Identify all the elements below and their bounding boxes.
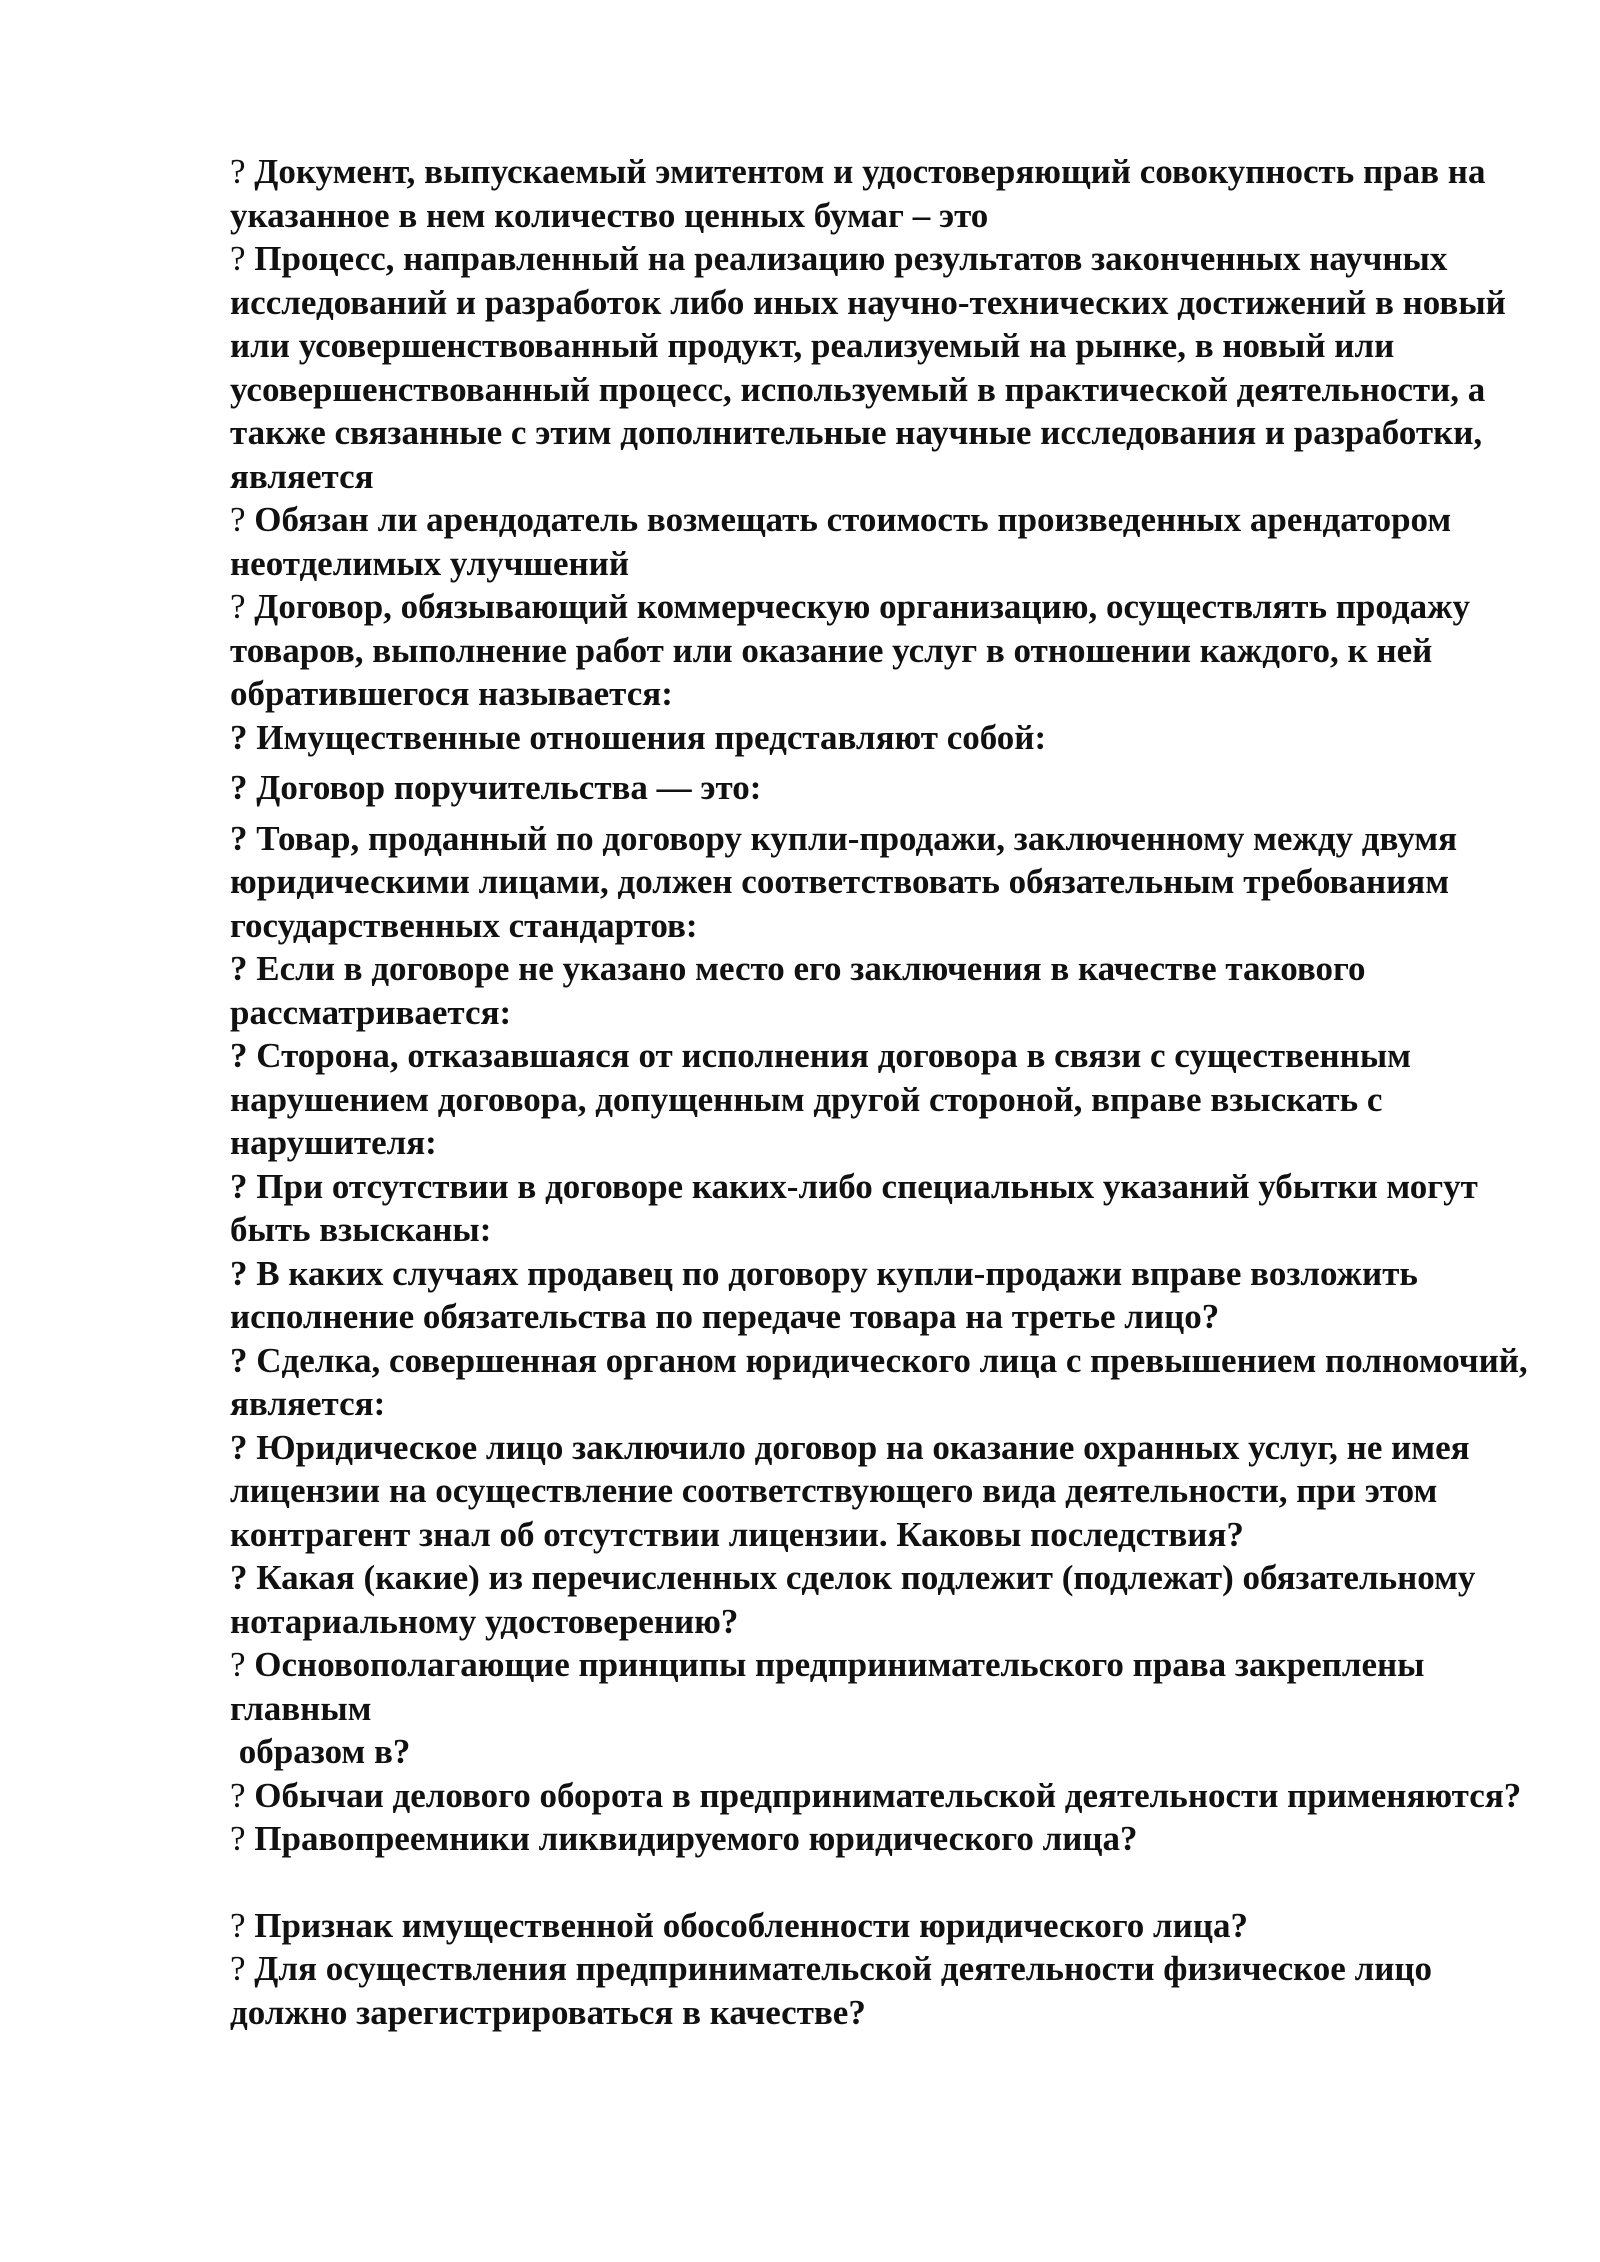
question-item — [230, 1034, 1540, 1165]
question-item — [230, 585, 1540, 716]
question-mark: ? — [230, 768, 248, 807]
question-mark: ? — [230, 818, 248, 858]
question-text: Процесс, направленный на реализацию результатов законченных научных исследований и разработок либо иных научно-технических достижений в новый или усовершенствованный продукт, реализуемый на рынке, в новый или усовершенствованный процесс, используемый в практической деятельности, а также связанные с этим дополнительные научные исследования и разработки, является — [230, 239, 1515, 496]
question-item — [230, 766, 1540, 810]
question-mark: ? — [230, 1427, 248, 1467]
question-text: Какая (какие) из перечисленных сделок подлежит (подлежат) обязательному нотариальному удостоверению? — [230, 1558, 1485, 1641]
question-mark: ? — [230, 1036, 248, 1075]
question-text: Имущественные отношения представляют собой: — [247, 717, 1047, 757]
question-text: В каких случаях продавец по договору купли-продажи вправе возложить исполнение обязательства по передаче товара на третье лицо? — [230, 1253, 1427, 1336]
question-text: Договор поручительства — это: — [247, 768, 762, 807]
question-item — [230, 1817, 1540, 1861]
question-mark: ? — [230, 949, 248, 988]
question-mark: ? — [230, 1166, 248, 1206]
question-mark: ? — [230, 1905, 246, 1945]
question-text: Обязан ли арендодатель возмещать стоимость произведенных арендатором неотделимых улучшений — [230, 500, 1460, 583]
question-mark: ? — [230, 239, 246, 278]
question-item — [230, 1643, 1540, 1774]
question-text: Сделка, совершенная органом юридического лица с превышением полномочий, является: — [230, 1340, 1537, 1423]
question-mark: ? — [230, 1949, 246, 1988]
question-text: Договор, обязывающий коммерческую организацию, осуществлять продажу товаров, выполнение работ или оказание услуг в отношении каждого, к ней обратившегося называется: — [230, 587, 1479, 713]
question-mark: ? — [230, 152, 246, 191]
question-text: Признак имущественной обособленности юридического лица? — [245, 1905, 1249, 1945]
question-text: Сторона, отказавшаяся от исполнения договора в связи с существенным нарушением договора, допущенным другой стороной, вправе взыскать с нарушителя: — [230, 1036, 1420, 1162]
question-item — [230, 1165, 1540, 1252]
question-mark: ? — [230, 587, 246, 626]
question-item — [230, 1339, 1540, 1426]
question-text: Основополагающие принципы предпринимательского права закреплены главным образом в? — [230, 1645, 1425, 1771]
question-item — [230, 1426, 1540, 1557]
question-mark: ? — [230, 717, 248, 757]
question-list — [230, 150, 1540, 2034]
question-text: Если в договоре не указано место его заключения в качестве такового рассматривается: — [230, 949, 1375, 1032]
question-item — [230, 150, 1540, 237]
question-item — [230, 1904, 1540, 1948]
question-item — [230, 498, 1540, 585]
question-text: Товар, проданный по договору купли-продажи, заключенному между двумя юридическими лицами, должен соответствовать обязательным требованиям государственных стандартов: — [230, 818, 1466, 945]
question-mark: ? — [230, 1819, 246, 1858]
question-text: Правопреемники ликвидируемого юридического лица? — [245, 1819, 1138, 1858]
question-item — [230, 1252, 1540, 1339]
question-item — [230, 947, 1540, 1034]
question-item — [230, 1556, 1540, 1643]
question-mark: ? — [230, 1558, 248, 1597]
question-text: Юридическое лицо заключило договор на оказание охранных услуг, не имея лицензии на осуществление соответствующего вида деятельности, при этом контрагент знал об отсутствии лицензии. Каковы последствия? — [230, 1427, 1479, 1554]
question-item — [230, 1774, 1540, 1818]
question-mark: ? — [230, 500, 246, 539]
question-item — [230, 1947, 1540, 2034]
question-mark: ? — [230, 1253, 248, 1293]
question-item — [230, 817, 1540, 948]
question-text: Для осуществления предпринимательской деятельности физическое лицо должно зарегистрироваться в качестве? — [230, 1949, 1441, 2032]
question-text: Документ, выпускаемый эмитентом и удостоверяющий совокупность прав на указанное в нем количество ценных бумаг – это — [230, 152, 1495, 235]
question-item — [230, 716, 1540, 760]
question-mark: ? — [230, 1340, 248, 1380]
question-item — [230, 237, 1540, 498]
question-text: Обычаи делового оборота в предпринимательской деятельности применяются? — [245, 1775, 1522, 1815]
question-text: При отсутствии в договоре каких-либо специальных указаний убытки могут быть взысканы: — [230, 1166, 1487, 1249]
question-mark: ? — [230, 1775, 246, 1815]
question-mark: ? — [230, 1645, 246, 1684]
